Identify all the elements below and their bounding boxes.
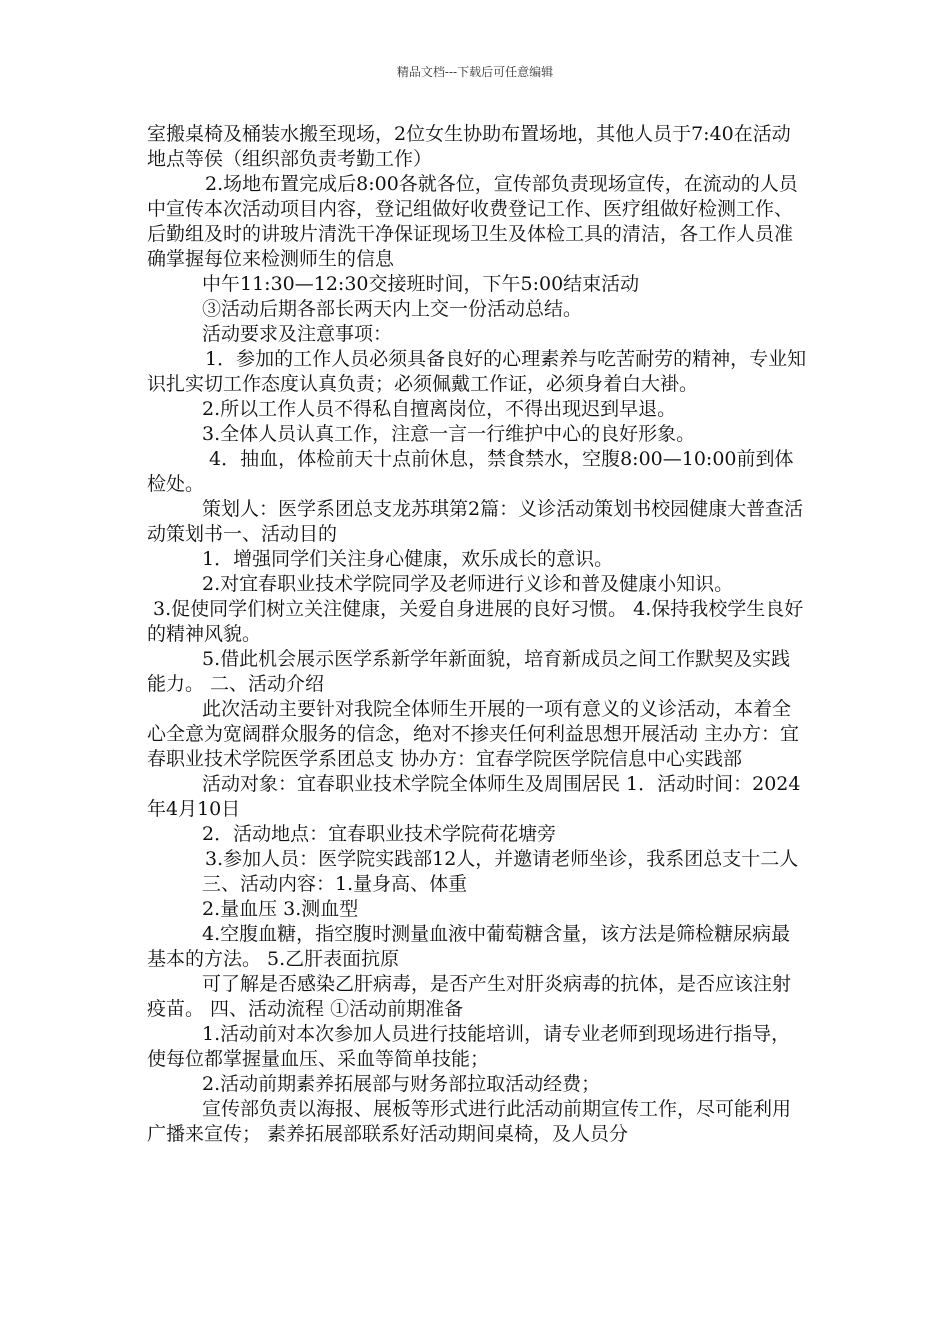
paragraph: 2.对宜春职业技术学院同学及老师进行义诊和普及健康小知识。 [202, 573, 734, 595]
paragraph: 4.空腹血糖，指空腹时测量血液中葡萄糖含量，该方法是筛检糖尿病最基本的方法。 5.乙肝表面抗原 [147, 923, 791, 970]
paragraph: 1.活动前对本次参加人员进行技能培训，请专业老师到现场进行指导，使每位都掌握量血压、采血等简单技能； [147, 1023, 791, 1070]
paragraph: 2.量血压 3.测血型 [202, 898, 359, 920]
paragraph: 活动要求及注意事项： [202, 323, 393, 345]
paragraph: 室搬桌椅及桶装水搬至现场，2位女生协助布置场地，其他人员于7:40在活动地点等侯（组织部负责考勤工作） [147, 123, 791, 170]
paragraph: 活动对象：宜春职业技术学院全体师生及周围居民 1．活动时间：2024年4月10日 [147, 773, 801, 820]
paragraph: 2.活动前期素养拓展部与财务部拉取活动经费； [202, 1073, 601, 1095]
paragraph: 2.所以工作人员不得私自擅离岗位，不得出现迟到早退。 [202, 398, 677, 420]
paragraph: 3.参加人员：医学院实践部12人，并邀请老师坐诊，我系团总支十二人 [205, 848, 799, 870]
paragraph: 可了解是否感染乙肝病毒，是否产生对肝炎病毒的抗体，是否应该注射疫苗。 四、活动流程 ①活动前期准备 [147, 973, 792, 1020]
page-header: 精品文档---下载后可任意编辑 [396, 65, 554, 79]
paragraph: 3.促使同学们树立关注健康，关爱自身进展的良好习惯。 4.保持我校学生良好的精神风貌。 [147, 598, 804, 645]
paragraph: 2.场地布置完成后8:00各就各位，宣传部负责现场宣传，在流动的人员中宣传本次活动项目内容，登记组做好收费登记工作、医疗组做好检测工作、后勤组及时的讲玻片清洗干净保证现场卫生及体检工具的清洁，各工作人员准确掌握每位来检测师生的信息 [147, 173, 798, 270]
paragraph: 2．活动地点：宜春职业技术学院荷花塘旁 [202, 823, 557, 845]
paragraph: 宣传部负责以海报、展板等形式进行此活动前期宣传工作，尽可能利用广播来宣传； 素养拓展部联系好活动期间桌椅，及人员分 [147, 1098, 792, 1145]
paragraph: 中午11:30—12:30交接班时间，下午5:00结束活动 [202, 273, 640, 295]
paragraph: ③活动后期各部长两天内上交一份活动总结。 [202, 298, 583, 320]
paragraph: 此次活动主要针对我院全体师生开展的一项有意义的义诊活动，本着全心全意为宽阔群众服务的信念，绝对不掺夹任何利益思想开展活动 主办方：宜春职业技术学院医学系团总支 协办方：宜春学院医学院信息中心实践部 [147, 698, 800, 770]
paragraph: 5.借此机会展示医学系新学年新面貌，培育新成员之间工作默契及实践能力。 二、活动介绍 [147, 648, 791, 695]
paragraph: 1．增强同学们关注身心健康，欢乐成长的意识。 [202, 548, 614, 570]
document-body [147, 122, 809, 1147]
paragraph: 3.全体人员认真工作，注意一言一行维护中心的良好形象。 [202, 423, 696, 445]
paragraph: 1．参加的工作人员必须具备良好的心理素养与吃苦耐劳的精神，专业知识扎实切工作态度认真负责；必须佩戴工作证，必须身着白大褂。 [147, 348, 807, 395]
paragraph: 4．抽血，体检前天十点前休息，禁食禁水，空腹8:00—10:00前到体检处。 [147, 448, 794, 495]
paragraph: 策划人：医学系团总支龙苏琪第2篇：义诊活动策划书校园健康大普查活动策划书一、活动目的 [147, 498, 804, 545]
paragraph: 三、活动内容：1.量身高、体重 [202, 873, 468, 895]
